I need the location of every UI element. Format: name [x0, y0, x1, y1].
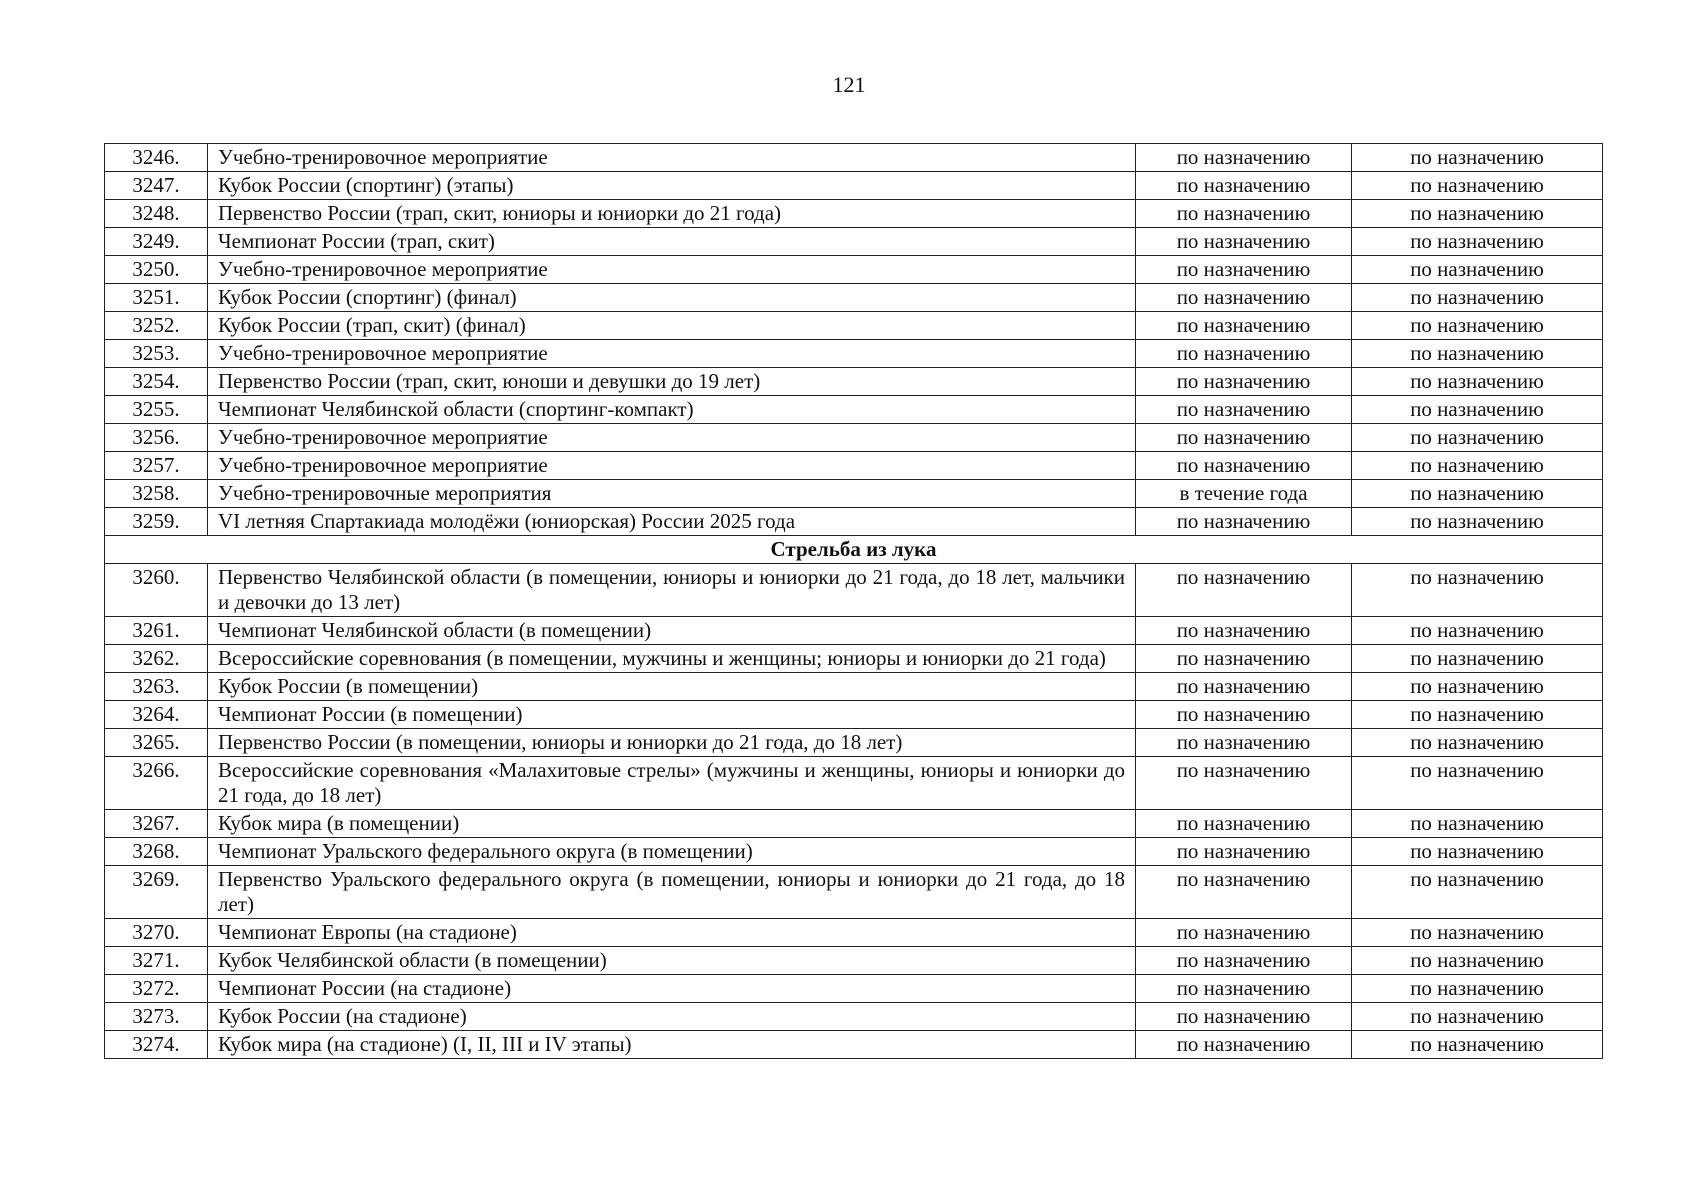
event-place-cell: по назначению — [1352, 757, 1603, 810]
row-number-cell: 3268. — [105, 838, 208, 866]
event-date-cell: по назначению — [1136, 947, 1352, 975]
event-name-cell: Чемпионат Челябинской области (в помещении) — [208, 617, 1136, 645]
event-place-cell: по назначению — [1352, 396, 1603, 424]
row-number-cell: 3248. — [105, 200, 208, 228]
event-date-cell: по назначению — [1136, 396, 1352, 424]
table-row — [105, 228, 1603, 256]
event-name-cell: Учебно-тренировочное мероприятие — [208, 424, 1136, 452]
event-place-cell: по назначению — [1352, 508, 1603, 536]
row-number-cell: 3252. — [105, 312, 208, 340]
table-row — [105, 645, 1603, 673]
event-place-cell: по назначению — [1352, 228, 1603, 256]
event-date-cell: по назначению — [1136, 256, 1352, 284]
event-place-cell: по назначению — [1352, 866, 1603, 919]
table-row — [105, 673, 1603, 701]
event-place-cell: по назначению — [1352, 947, 1603, 975]
event-name-cell: Учебно-тренировочное мероприятие — [208, 340, 1136, 368]
event-date-cell: по назначению — [1136, 368, 1352, 396]
table-row — [105, 866, 1603, 919]
event-place-cell: по назначению — [1352, 810, 1603, 838]
row-number-cell: 3273. — [105, 1003, 208, 1031]
event-name-cell: Первенство России (в помещении, юниоры и юниорки до 21 года, до 18 лет) — [208, 729, 1136, 757]
event-date-cell: по назначению — [1136, 701, 1352, 729]
row-number-cell: 3251. — [105, 284, 208, 312]
event-place-cell: по назначению — [1352, 645, 1603, 673]
event-date-cell: по назначению — [1136, 312, 1352, 340]
row-number-cell: 3263. — [105, 673, 208, 701]
event-name-cell: Кубок России (трап, скит) (финал) — [208, 312, 1136, 340]
row-number-cell: 3265. — [105, 729, 208, 757]
event-name-cell: Всероссийские соревнования (в помещении, мужчины и женщины; юниоры и юниорки до 21 года) — [208, 645, 1136, 673]
table-row — [105, 480, 1603, 508]
row-number-cell: 3249. — [105, 228, 208, 256]
table-row — [105, 975, 1603, 1003]
event-name-cell: Чемпионат Челябинской области (спортинг-компакт) — [208, 396, 1136, 424]
table-row — [105, 144, 1603, 172]
row-number-cell: 3247. — [105, 172, 208, 200]
row-number-cell: 3261. — [105, 617, 208, 645]
event-name-cell: VI летняя Спартакиада молодёжи (юниорская) России 2025 года — [208, 508, 1136, 536]
row-number-cell: 3272. — [105, 975, 208, 1003]
event-place-cell: по назначению — [1352, 452, 1603, 480]
event-name-cell: Всероссийские соревнования «Малахитовые стрелы» (мужчины и женщины, юниоры и юниорки до 21 года, до 18 лет) — [208, 757, 1136, 810]
row-number-cell: 3270. — [105, 919, 208, 947]
row-number-cell: 3267. — [105, 810, 208, 838]
event-place-cell: по назначению — [1352, 284, 1603, 312]
event-date-cell: по назначению — [1136, 564, 1352, 617]
event-name-cell: Первенство России (трап, скит, юниоры и юниорки до 21 года) — [208, 200, 1136, 228]
event-place-cell: по назначению — [1352, 1003, 1603, 1031]
event-place-cell: по назначению — [1352, 200, 1603, 228]
event-name-cell: Кубок Челябинской области (в помещении) — [208, 947, 1136, 975]
table-row — [105, 838, 1603, 866]
events-table — [104, 143, 1603, 1059]
event-date-cell: по назначению — [1136, 452, 1352, 480]
event-place-cell: по назначению — [1352, 256, 1603, 284]
event-place-cell: по назначению — [1352, 144, 1603, 172]
event-date-cell: по назначению — [1136, 975, 1352, 1003]
table-row — [105, 396, 1603, 424]
event-date-cell: по назначению — [1136, 757, 1352, 810]
table-row — [105, 200, 1603, 228]
event-name-cell: Первенство России (трап, скит, юноши и девушки до 19 лет) — [208, 368, 1136, 396]
table-row — [105, 757, 1603, 810]
event-date-cell: по назначению — [1136, 340, 1352, 368]
event-place-cell: по назначению — [1352, 1031, 1603, 1059]
table-row — [105, 810, 1603, 838]
table-row — [105, 729, 1603, 757]
event-place-cell: по назначению — [1352, 480, 1603, 508]
table-row — [105, 368, 1603, 396]
event-place-cell: по назначению — [1352, 424, 1603, 452]
table-row — [105, 1003, 1603, 1031]
event-name-cell: Учебно-тренировочное мероприятие — [208, 144, 1136, 172]
row-number-cell: 3257. — [105, 452, 208, 480]
event-date-cell: по назначению — [1136, 645, 1352, 673]
event-date-cell: по назначению — [1136, 228, 1352, 256]
event-place-cell: по назначению — [1352, 617, 1603, 645]
table-row — [105, 340, 1603, 368]
event-date-cell: по назначению — [1136, 673, 1352, 701]
row-number-cell: 3259. — [105, 508, 208, 536]
row-number-cell: 3250. — [105, 256, 208, 284]
event-date-cell: по назначению — [1136, 810, 1352, 838]
event-place-cell: по назначению — [1352, 919, 1603, 947]
event-date-cell: в течение года — [1136, 480, 1352, 508]
event-name-cell: Кубок России (спортинг) (финал) — [208, 284, 1136, 312]
event-date-cell: по назначению — [1136, 200, 1352, 228]
events-table-body — [105, 144, 1603, 1059]
event-name-cell: Кубок мира (в помещении) — [208, 810, 1136, 838]
table-row — [105, 172, 1603, 200]
row-number-cell: 3264. — [105, 701, 208, 729]
event-name-cell: Чемпионат России (в помещении) — [208, 701, 1136, 729]
event-name-cell: Первенство Уральского федерального округа (в помещении, юниоры и юниорки до 21 года, до 18 лет) — [208, 866, 1136, 919]
page-number: 121 — [832, 72, 866, 97]
row-number-cell: 3269. — [105, 866, 208, 919]
event-name-cell: Кубок России (на стадионе) — [208, 1003, 1136, 1031]
row-number-cell: 3258. — [105, 480, 208, 508]
event-name-cell: Кубок России (в помещении) — [208, 673, 1136, 701]
event-name-cell: Чемпионат Европы (на стадионе) — [208, 919, 1136, 947]
event-place-cell: по назначению — [1352, 838, 1603, 866]
event-date-cell: по назначению — [1136, 838, 1352, 866]
event-place-cell: по назначению — [1352, 673, 1603, 701]
table-row — [105, 947, 1603, 975]
event-name-cell: Чемпионат России (трап, скит) — [208, 228, 1136, 256]
table-row — [105, 424, 1603, 452]
table-row — [105, 919, 1603, 947]
table-row — [105, 284, 1603, 312]
row-number-cell: 3262. — [105, 645, 208, 673]
table-row — [105, 312, 1603, 340]
event-name-cell: Кубок мира (на стадионе) (I, II, III и IV этапы) — [208, 1031, 1136, 1059]
event-name-cell: Учебно-тренировочные мероприятия — [208, 480, 1136, 508]
event-place-cell: по назначению — [1352, 729, 1603, 757]
table-row — [105, 701, 1603, 729]
row-number-cell: 3260. — [105, 564, 208, 617]
row-number-cell: 3253. — [105, 340, 208, 368]
event-date-cell: по назначению — [1136, 284, 1352, 312]
event-place-cell: по назначению — [1352, 564, 1603, 617]
event-place-cell: по назначению — [1352, 312, 1603, 340]
event-date-cell: по назначению — [1136, 508, 1352, 536]
row-number-cell: 3274. — [105, 1031, 208, 1059]
event-name-cell: Первенство Челябинской области (в помещении, юниоры и юниорки до 21 года, до 18 лет, мальчики и девочки до 13 лет) — [208, 564, 1136, 617]
event-name-cell: Кубок России (спортинг) (этапы) — [208, 172, 1136, 200]
event-place-cell: по назначению — [1352, 172, 1603, 200]
row-number-cell: 3271. — [105, 947, 208, 975]
event-place-cell: по назначению — [1352, 701, 1603, 729]
event-date-cell: по назначению — [1136, 729, 1352, 757]
event-place-cell: по назначению — [1352, 975, 1603, 1003]
row-number-cell: 3255. — [105, 396, 208, 424]
event-name-cell: Чемпионат России (на стадионе) — [208, 975, 1136, 1003]
table-row — [105, 1031, 1603, 1059]
table-row — [105, 617, 1603, 645]
event-date-cell: по назначению — [1136, 866, 1352, 919]
event-place-cell: по назначению — [1352, 368, 1603, 396]
event-place-cell: по назначению — [1352, 340, 1603, 368]
row-number-cell: 3266. — [105, 757, 208, 810]
event-date-cell: по назначению — [1136, 424, 1352, 452]
event-name-cell: Чемпионат Уральского федерального округа (в помещении) — [208, 838, 1136, 866]
section-title: Стрельба из лука — [105, 536, 1603, 564]
event-date-cell: по назначению — [1136, 172, 1352, 200]
event-name-cell: Учебно-тренировочное мероприятие — [208, 256, 1136, 284]
table-row — [105, 508, 1603, 536]
table-row — [105, 256, 1603, 284]
row-number-cell: 3246. — [105, 144, 208, 172]
table-row — [105, 452, 1603, 480]
event-date-cell: по назначению — [1136, 919, 1352, 947]
event-date-cell: по назначению — [1136, 144, 1352, 172]
event-name-cell: Учебно-тренировочное мероприятие — [208, 452, 1136, 480]
section-header-row — [105, 536, 1603, 564]
event-date-cell: по назначению — [1136, 1031, 1352, 1059]
event-date-cell: по назначению — [1136, 617, 1352, 645]
event-date-cell: по назначению — [1136, 1003, 1352, 1031]
table-row — [105, 564, 1603, 617]
row-number-cell: 3254. — [105, 368, 208, 396]
row-number-cell: 3256. — [105, 424, 208, 452]
